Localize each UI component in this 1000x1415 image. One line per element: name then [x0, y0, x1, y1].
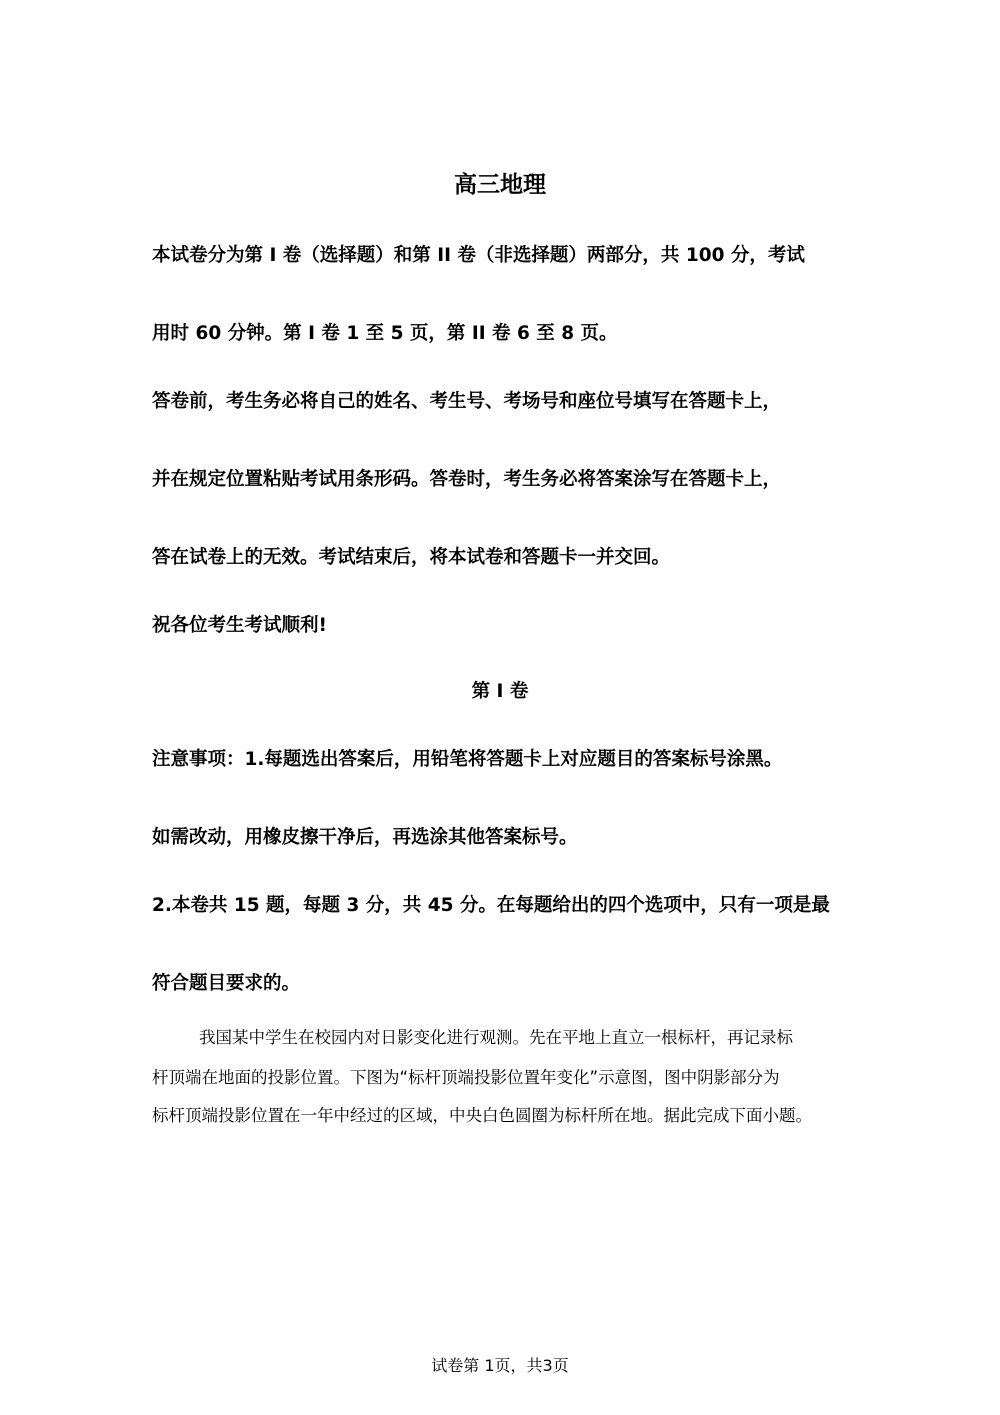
notice-line: 注意事项：1.每题选出答案后，用铅笔将答题卡上对应题目的答案标号涂黑。	[152, 749, 783, 770]
intro-line: 答卷前，考生务必将自己的姓名、考生号、考场号和座位号填写在答题卡上，	[152, 391, 782, 412]
question-stem-line: 标杆顶端投影位置在一年中经过的区域，中央白色圆圈为标杆所在地。据此完成下面小题。	[152, 1106, 812, 1125]
question-stem-line: 杆顶端在地面的投影位置。下图为“标杆顶端投影位置年变化”示意图，图中阴影部分为	[152, 1068, 780, 1087]
intro-line: 用时 60 分钟。第 I 卷 1 至 5 页，第 II 卷 6 至 8 页。	[152, 323, 618, 344]
notice-line: 符合题目要求的。	[152, 973, 301, 994]
page-footer: 试卷第 1页，共3页	[431, 1356, 569, 1375]
page-title: 高三地理	[454, 172, 546, 198]
intro-line: 答在试卷上的无效。考试结束后，将本试卷和答题卡一并交回。	[152, 547, 671, 568]
notice-line: 如需改动，用橡皮擦干净后，再选涂其他答案标号。	[152, 827, 578, 848]
intro-line: 并在规定位置粘贴考试用条形码。答卷时，考生务必将答案涂写在答题卡上，	[152, 469, 782, 490]
question-stem-line: 我国某中学生在校园内对日影变化进行观测。先在平地上直立一根标杆，再记录标	[199, 1028, 793, 1047]
good-luck-line: 祝各位考生考试顺利!	[152, 615, 327, 636]
intro-line: 本试卷分为第 I 卷（选择题）和第 II 卷（非选择题）两部分，共 100 分，考试	[152, 245, 805, 266]
notice-line: 2.本卷共 15 题，每题 3 分，共 45 分。在每题给出的四个选项中，只有一项是最	[152, 895, 830, 916]
section-title: 第 I 卷	[471, 681, 529, 702]
